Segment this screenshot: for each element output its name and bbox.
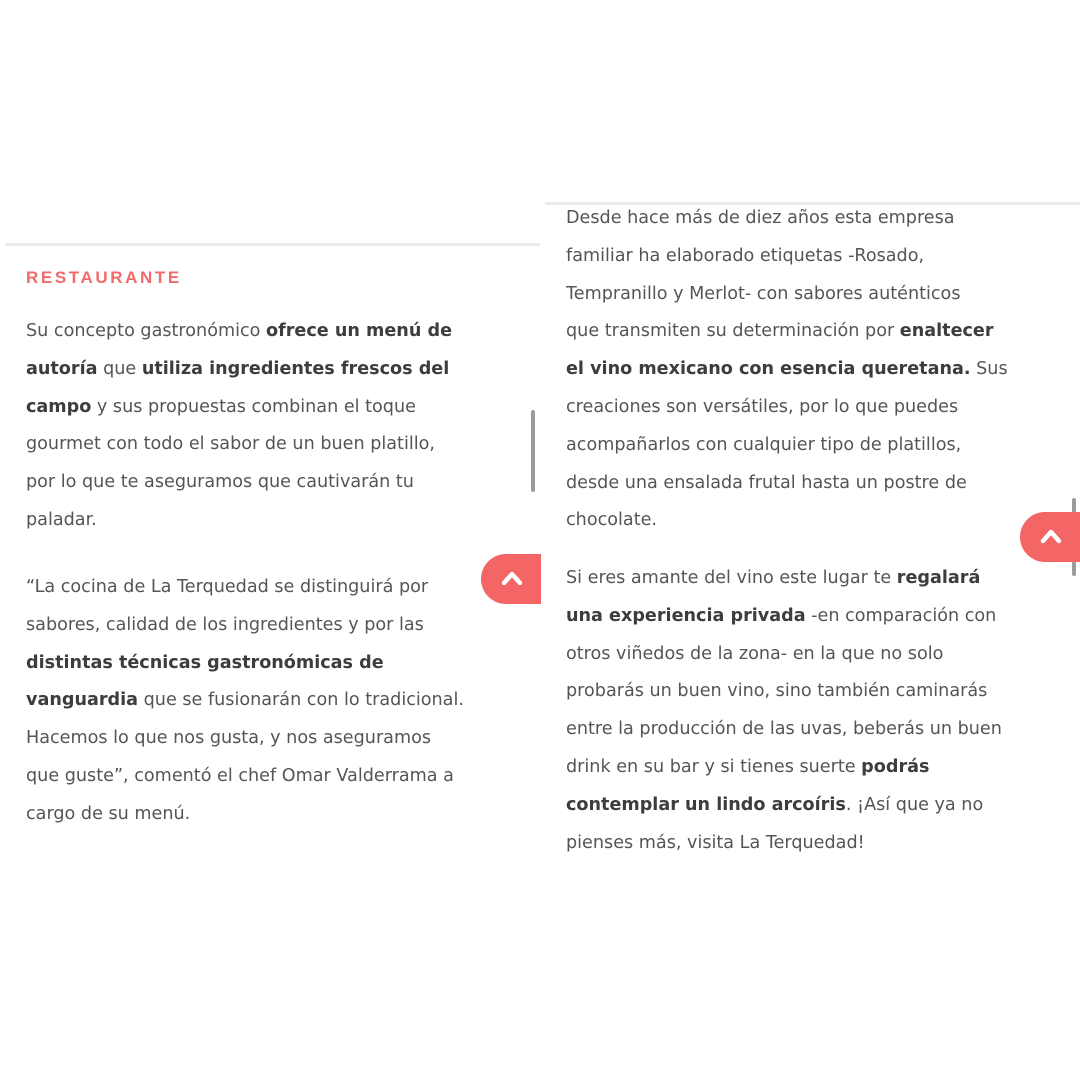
- bold-text: podrás: [861, 756, 930, 777]
- scrollbar-thumb-left[interactable]: [531, 410, 535, 492]
- text-run: por lo que te aseguramos que cautivarán tu: [26, 472, 414, 493]
- text-run: cargo de su menú.: [26, 803, 191, 824]
- article-paragraph: [566, 200, 1008, 540]
- bold-text: una experiencia privada: [566, 605, 806, 626]
- text-run: pienses más, visita La Terquedad!: [566, 832, 865, 853]
- bold-text: campo: [26, 396, 92, 417]
- text-run: paladar.: [26, 509, 97, 530]
- text-run: Sus: [970, 359, 1008, 380]
- text-run: chocolate.: [566, 510, 658, 531]
- text-run: que transmiten su determinación por: [566, 321, 900, 342]
- text-run: Tempranillo y Merlot- con sabores auténticos: [566, 283, 961, 304]
- article-paragraph: [566, 560, 1002, 862]
- bold-text: el vino mexicano con esencia queretana.: [566, 359, 971, 380]
- text-run: Hacemos lo que nos gusta, y nos aseguramos: [26, 728, 432, 749]
- text-run: gourmet con todo el sabor de un buen platillo,: [26, 434, 435, 455]
- bold-text: regalará: [896, 568, 981, 588]
- section-label-restaurante: RESTAURANTE: [26, 268, 182, 287]
- chevron-up-icon: [1040, 527, 1062, 545]
- bold-text: autoría: [26, 358, 98, 379]
- bold-text: utiliza ingredientes frescos del: [141, 358, 450, 379]
- text-run: sabores, calidad de los ingredientes y por las: [26, 614, 424, 635]
- text-run: entre la producción de las uvas, beberás un buen: [566, 719, 1002, 740]
- text-run: Si eres amante del vino este lugar te: [566, 568, 897, 588]
- text-run: desde una ensalada frutal hasta un postre de: [566, 472, 967, 493]
- chevron-up-icon: [501, 569, 523, 587]
- bold-text: contemplar un lindo arcoíris: [566, 794, 846, 815]
- text-run: Su concepto gastronómico: [26, 321, 267, 341]
- text-run: que se fusionarán con lo tradicional.: [138, 690, 464, 711]
- text-run: familiar ha elaborado etiquetas -Rosado,: [566, 245, 925, 266]
- article-paragraph: [26, 313, 452, 540]
- text-run: . ¡Así que ya no: [845, 794, 984, 815]
- left-article-panel: [5, 243, 540, 846]
- bold-text: vanguardia: [26, 690, 139, 711]
- text-run: que guste”, comentó el chef Omar Valderrama a: [26, 765, 454, 786]
- text-run: que: [97, 358, 142, 379]
- text-run: Desde hace más de diez años esta empresa: [566, 208, 955, 228]
- text-run: otros viñedos de la zona- en la que no solo: [566, 643, 944, 664]
- text-run: acompañarlos con cualquier tipo de platillos,: [566, 434, 962, 455]
- text-run: probarás un buen vino, sino también caminarás: [566, 681, 988, 702]
- text-run: -en comparación con: [805, 605, 997, 626]
- text-run: “La cocina de La Terquedad se distinguirá por: [26, 577, 429, 597]
- text-run: y sus propuestas combinan el toque: [91, 396, 416, 417]
- back-to-top-button-left[interactable]: [481, 554, 541, 604]
- article-paragraph: [26, 569, 464, 834]
- right-article-panel: [545, 202, 1080, 875]
- bold-text: distintas técnicas gastronómicas de: [26, 652, 384, 673]
- text-run: creaciones son versátiles, por lo que puedes: [566, 396, 959, 417]
- back-to-top-button-right[interactable]: [1020, 512, 1080, 562]
- bold-text: enaltecer: [899, 321, 994, 342]
- text-run: drink en su bar y si tienes suerte: [566, 756, 862, 777]
- bold-text: ofrece un menú de: [266, 321, 452, 341]
